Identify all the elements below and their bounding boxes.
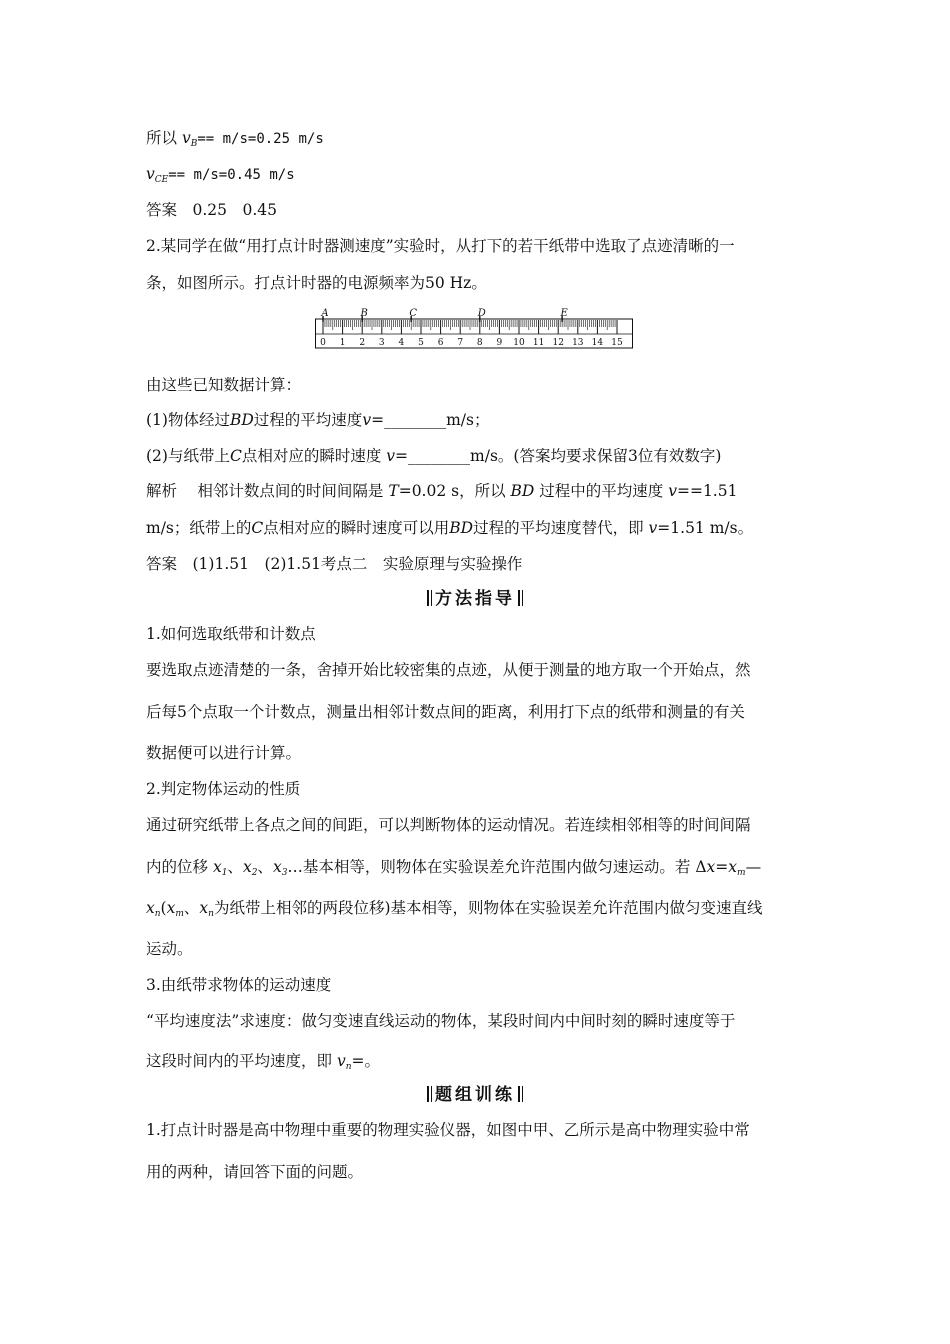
var-v: v: [648, 519, 658, 537]
ruler-number: 13: [572, 338, 584, 348]
text: —: [745, 858, 762, 876]
banner-title: 题组训练: [435, 1085, 515, 1105]
sub-n: n: [154, 909, 161, 919]
var-c: C: [251, 519, 264, 537]
banner-bar-right: [518, 590, 523, 606]
var-bd: BD: [449, 519, 474, 537]
sub-1: 1: [221, 868, 228, 878]
method-heading-1: 1.如何选取纸带和计数点: [146, 625, 316, 643]
ruler-svg: [315, 308, 633, 350]
line-vce: [146, 164, 295, 190]
training-question-1b: 用的两种，请回答下面的问题。: [146, 1163, 364, 1181]
var-bd: BD: [229, 411, 254, 429]
text: m/s；纸带上的: [146, 519, 252, 537]
var-x: x: [272, 858, 282, 876]
method-text-1a: 要选取点迹清楚的一条，舍掉开始比较密集的点迹，从便于测量的地方取一个开始点，然: [146, 661, 751, 679]
ruler-number: 10: [513, 338, 525, 348]
line-vb: [146, 128, 324, 154]
tape-point-label: C: [409, 308, 418, 319]
text: =1.51 m/s。: [657, 519, 754, 537]
ruler-number: 8: [476, 338, 483, 348]
ruler-number: 7: [457, 338, 464, 348]
text: 这段时间内的平均速度，即: [146, 1052, 337, 1070]
text: =。: [351, 1052, 380, 1070]
sub-m: m: [175, 909, 184, 919]
text: =: [715, 858, 729, 876]
text: 过程的平均速度: [253, 411, 363, 429]
section-banner-training: [0, 1084, 950, 1106]
method-text-3a: “平均速度法”求速度：做匀变速直线运动的物体，某段时间内中间时刻的瞬时速度等于: [146, 1012, 736, 1030]
analysis-line-2: [146, 518, 753, 538]
text: =0.02 s，所以: [398, 482, 511, 500]
tape-ruler-figure: [315, 308, 633, 350]
var-v: v: [336, 1052, 346, 1070]
var-x: x: [146, 899, 155, 917]
text: …基本相等，则物体在实验误差允许范围内做匀速运动。若 Δ: [287, 858, 707, 876]
var-x: x: [212, 858, 222, 876]
method-text-2b: [146, 857, 761, 883]
sub-n: n: [208, 909, 214, 919]
text: 内的位移: [146, 858, 213, 876]
var-x: x: [199, 899, 209, 917]
text: 点相对应的瞬时速度: [241, 447, 387, 465]
banner-title: 方法指导: [435, 589, 515, 609]
text: 所以: [146, 129, 182, 147]
var-t: T: [388, 482, 399, 500]
method-text-2c: [146, 898, 763, 924]
calc-prompt: 由这些已知数据计算：: [146, 376, 302, 394]
ruler-number: 6: [437, 338, 444, 348]
analysis-line-1: [146, 481, 737, 501]
text: ==1.51: [676, 482, 738, 500]
var-v: v: [181, 129, 191, 147]
ruler-number: 11: [532, 338, 545, 348]
text: 、: [227, 858, 243, 876]
sub-question-2: [146, 446, 721, 466]
answer-line-1: 答案 0.25 0.45: [146, 201, 278, 219]
var-x: x: [166, 899, 176, 917]
method-text-2d: 运动。: [146, 940, 193, 958]
text: 点相对应的瞬时速度可以用: [263, 519, 450, 537]
banner-bar-right: [518, 1086, 523, 1102]
var-v: v: [362, 411, 372, 429]
text: 过程中的平均速度: [534, 482, 669, 500]
ruler-number: 2: [359, 338, 366, 348]
ruler-number: 0: [320, 338, 326, 348]
question-2-line-b: 条，如图所示。打点计时器的电源频率为50 Hz。: [146, 274, 487, 292]
text: (2)与纸带上: [146, 447, 230, 465]
ruler-number: 12: [552, 338, 564, 348]
sub-2: 2: [251, 868, 258, 878]
var-v: v: [668, 482, 677, 500]
ruler-number: 3: [378, 338, 385, 348]
method-text-3b: [146, 1051, 380, 1077]
sub-3: 3: [281, 868, 288, 878]
sub-m: m: [737, 868, 746, 878]
ruler-number: 1: [339, 338, 346, 348]
method-heading-2: 2.判定物体运动的性质: [146, 780, 301, 798]
var-v: v: [386, 447, 396, 465]
var-x: x: [242, 858, 252, 876]
var-bd: BD: [510, 482, 535, 500]
var-x: x: [728, 858, 738, 876]
ruler-number: 15: [611, 338, 623, 348]
tape-point-label: D: [477, 308, 486, 319]
banner-bar-left: [427, 1086, 432, 1102]
tape-point-label: A: [321, 308, 329, 319]
ruler-number: 9: [496, 338, 503, 348]
method-text-1c: 数据便可以进行计算。: [146, 744, 302, 762]
banner-bar-left: [427, 590, 432, 606]
text: 、: [183, 899, 200, 917]
text: (1)物体经过: [146, 411, 230, 429]
sub-question-1: [146, 410, 489, 430]
ruler-number: 14: [591, 338, 604, 348]
text: 为纸带上相邻的两段位移)基本相等，则物体在实验误差允许范围内做匀变速直线: [213, 899, 763, 917]
text: == m/s=0.25 m/s: [197, 131, 324, 147]
text: (: [160, 899, 167, 917]
text: 解析 相邻计数点间的时间间隔是: [146, 482, 389, 500]
sub-b: B: [190, 139, 198, 149]
method-text-1b: 后每5个点取一个计数点，测量出相邻计数点间的距离，利用打下点的纸带和测量的有关: [146, 703, 745, 721]
section-banner-method: [0, 588, 950, 610]
text: 、: [257, 858, 273, 876]
tape-point-label: B: [360, 308, 368, 319]
method-heading-3: 3.由纸带求物体的运动速度: [146, 976, 332, 994]
var-c: C: [229, 447, 242, 465]
var-v: v: [146, 165, 155, 183]
sub-n: n: [345, 1062, 352, 1072]
text: 过程的平均速度替代，即: [473, 519, 649, 537]
text: =________m/s。(答案均要求保留3位有效数字): [395, 447, 722, 465]
text: =________m/s；: [371, 411, 490, 429]
training-question-1a: 1.打点计时器是高中物理中重要的物理实验仪器，如图中甲、乙所示是高中物理实验中常: [146, 1121, 750, 1139]
answer-line-2: 答案 (1)1.51 (2)1.51考点二 实验原理与实验操作: [146, 555, 523, 573]
ruler-number: 4: [398, 338, 405, 348]
sub-ce: CE: [154, 175, 169, 185]
method-text-2a: 通过研究纸带上各点之间的间距，可以判断物体的运动情况。若连续相邻相等的时间间隔: [146, 816, 751, 834]
question-2-line-a: 2.某同学在做“用打点计时器测速度”实验时，从打下的若干纸带中选取了点迹清晰的一: [146, 237, 735, 255]
ruler-number: 5: [418, 338, 424, 348]
tape-point-label: E: [560, 308, 568, 319]
var-x: x: [706, 858, 716, 876]
text: == m/s=0.45 m/s: [168, 167, 295, 183]
